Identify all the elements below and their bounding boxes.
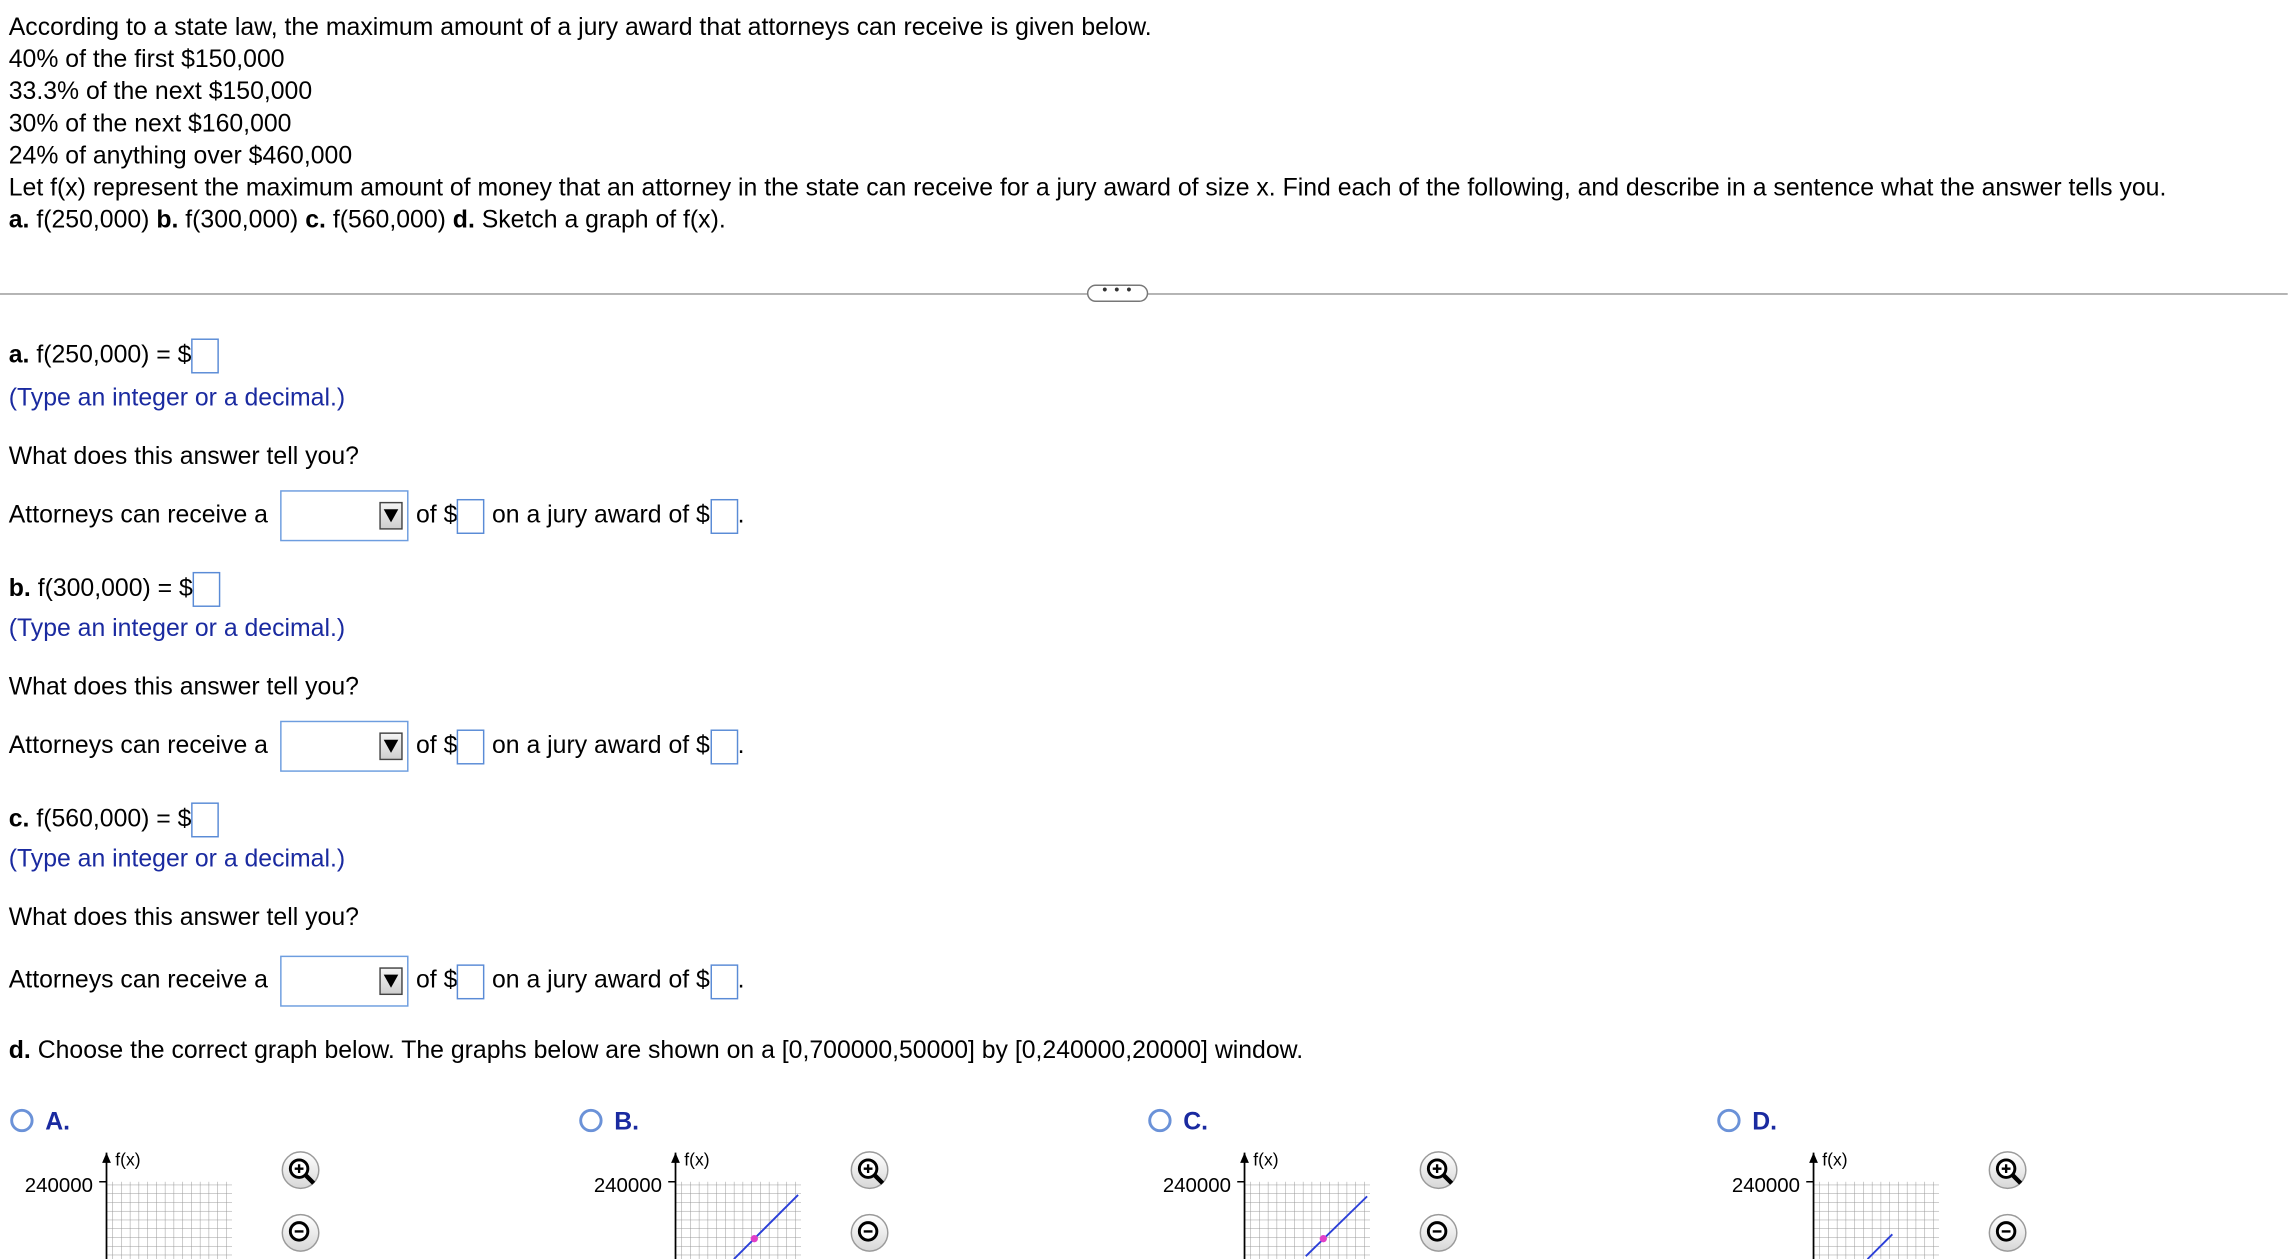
graph-grid xyxy=(1802,1150,1948,1259)
zoom-in-icon xyxy=(1994,1157,2023,1186)
rule-1: 40% of the first $150,000 xyxy=(8,45,285,73)
dropdown-arrow-icon[interactable] xyxy=(380,732,403,760)
option-a-radio[interactable]: A. xyxy=(10,1106,70,1138)
graph-grid xyxy=(1233,1150,1379,1259)
graph-axis-label: f(x) xyxy=(1822,1149,1848,1171)
option-c-zoom-in-button[interactable] xyxy=(1420,1151,1458,1189)
graph-y-tick: 240000 xyxy=(24,1173,93,1197)
option-b-radio[interactable]: B. xyxy=(579,1106,639,1138)
option-c-radio[interactable]: C. xyxy=(1148,1106,1208,1138)
option-b-zoom-out-button[interactable] xyxy=(851,1214,889,1252)
problem-intro: According to a state law, the maximum amount of a jury award that attorneys can receive is given below. xyxy=(8,13,1152,41)
option-d-zoom-out-button[interactable] xyxy=(1989,1214,2027,1252)
zoom-out-icon xyxy=(1994,1220,2023,1249)
radio-circle-icon[interactable] xyxy=(1148,1109,1171,1132)
graph-grid xyxy=(95,1150,241,1259)
option-d-zoom-in-button[interactable] xyxy=(1989,1151,2027,1189)
graph-axis-label: f(x) xyxy=(684,1149,710,1171)
option-a-zoom-out-button[interactable] xyxy=(282,1214,320,1252)
part-c-sentence: Attorneys can receive a of $ on a jury award of $ . xyxy=(9,956,745,1007)
part-b-award-input[interactable] xyxy=(710,729,738,764)
zoom-in-icon xyxy=(287,1157,316,1186)
graph-axis-label: f(x) xyxy=(115,1149,141,1171)
part-b-dropdown[interactable] xyxy=(281,721,409,772)
part-c-hint: (Type an integer or a decimal.) xyxy=(8,844,346,873)
rule-4: 24% of anything over $460,000 xyxy=(8,141,353,170)
part-a-sentence: Attorneys can receive a of $ on a jury award of $ . xyxy=(9,490,745,541)
zoom-in-icon xyxy=(1425,1157,1454,1186)
graph-point xyxy=(751,1235,758,1242)
part-a-dropdown[interactable] xyxy=(281,490,409,541)
option-c-zoom-out-button[interactable] xyxy=(1420,1214,1458,1252)
part-c-dropdown[interactable] xyxy=(281,956,409,1007)
part-d-prompt: d. Choose the correct graph below. The graphs below are shown on a [0,700000,50000] by [0,240000,20000] window. xyxy=(8,1035,1304,1064)
problem-task: Let f(x) represent the maximum amount of money that an attorney in the state can receive for a jury award of size x. Find each of the following, and describe in a sentence what the answer tells you. xyxy=(8,173,2167,202)
part-b-answer-input[interactable] xyxy=(193,572,221,607)
graph-y-tick: 240000 xyxy=(593,1173,662,1197)
graph-y-tick: 240000 xyxy=(1162,1173,1231,1197)
radio-circle-icon[interactable] xyxy=(10,1109,33,1132)
part-a-expression: a. f(250,000) = $ xyxy=(9,338,219,373)
rule-2: 33.3% of the next $150,000 xyxy=(8,77,313,106)
graph-y-tick: 240000 xyxy=(1731,1173,1800,1197)
part-c-question: What does this answer tell you? xyxy=(8,903,359,931)
part-b-hint: (Type an integer or a decimal.) xyxy=(8,614,346,642)
zoom-out-icon xyxy=(856,1220,885,1249)
part-a-amount-input[interactable] xyxy=(457,498,485,533)
part-c-answer-input[interactable] xyxy=(191,802,219,837)
part-b-amount-input[interactable] xyxy=(457,729,485,764)
graph-point xyxy=(1320,1235,1327,1242)
graph-axis-label: f(x) xyxy=(1253,1149,1279,1171)
problem-parts: a. f(250,000) b. f(300,000) c. f(560,000) d. Sketch a graph of f(x). xyxy=(8,205,726,234)
zoom-out-icon xyxy=(287,1220,316,1249)
part-c-amount-input[interactable] xyxy=(457,964,485,999)
radio-circle-icon[interactable] xyxy=(579,1109,602,1132)
part-a-answer-input[interactable] xyxy=(191,338,219,373)
radio-circle-icon[interactable] xyxy=(1717,1109,1740,1132)
expand-more-button[interactable]: • • • xyxy=(1087,285,1148,303)
dropdown-arrow-icon[interactable] xyxy=(380,967,403,995)
zoom-out-icon xyxy=(1425,1220,1454,1249)
part-a-hint: (Type an integer or a decimal.) xyxy=(8,383,346,412)
part-c-expression: c. f(560,000) = $ xyxy=(9,802,219,837)
part-a-award-input[interactable] xyxy=(710,498,738,533)
part-c-award-input[interactable] xyxy=(710,964,738,999)
part-b-sentence: Attorneys can receive a of $ on a jury award of $ . xyxy=(9,721,745,772)
option-d-radio[interactable]: D. xyxy=(1717,1106,1777,1138)
rule-3: 30% of the next $160,000 xyxy=(8,109,292,138)
part-b-question: What does this answer tell you? xyxy=(8,672,359,701)
dropdown-arrow-icon[interactable] xyxy=(380,502,403,530)
option-b-zoom-in-button[interactable] xyxy=(851,1151,889,1189)
part-a-question: What does this answer tell you? xyxy=(8,442,359,470)
zoom-in-icon xyxy=(856,1157,885,1186)
part-b-expression: b. f(300,000) = $ xyxy=(9,572,221,607)
option-a-zoom-in-button[interactable] xyxy=(282,1151,320,1189)
graph-grid xyxy=(664,1150,810,1259)
